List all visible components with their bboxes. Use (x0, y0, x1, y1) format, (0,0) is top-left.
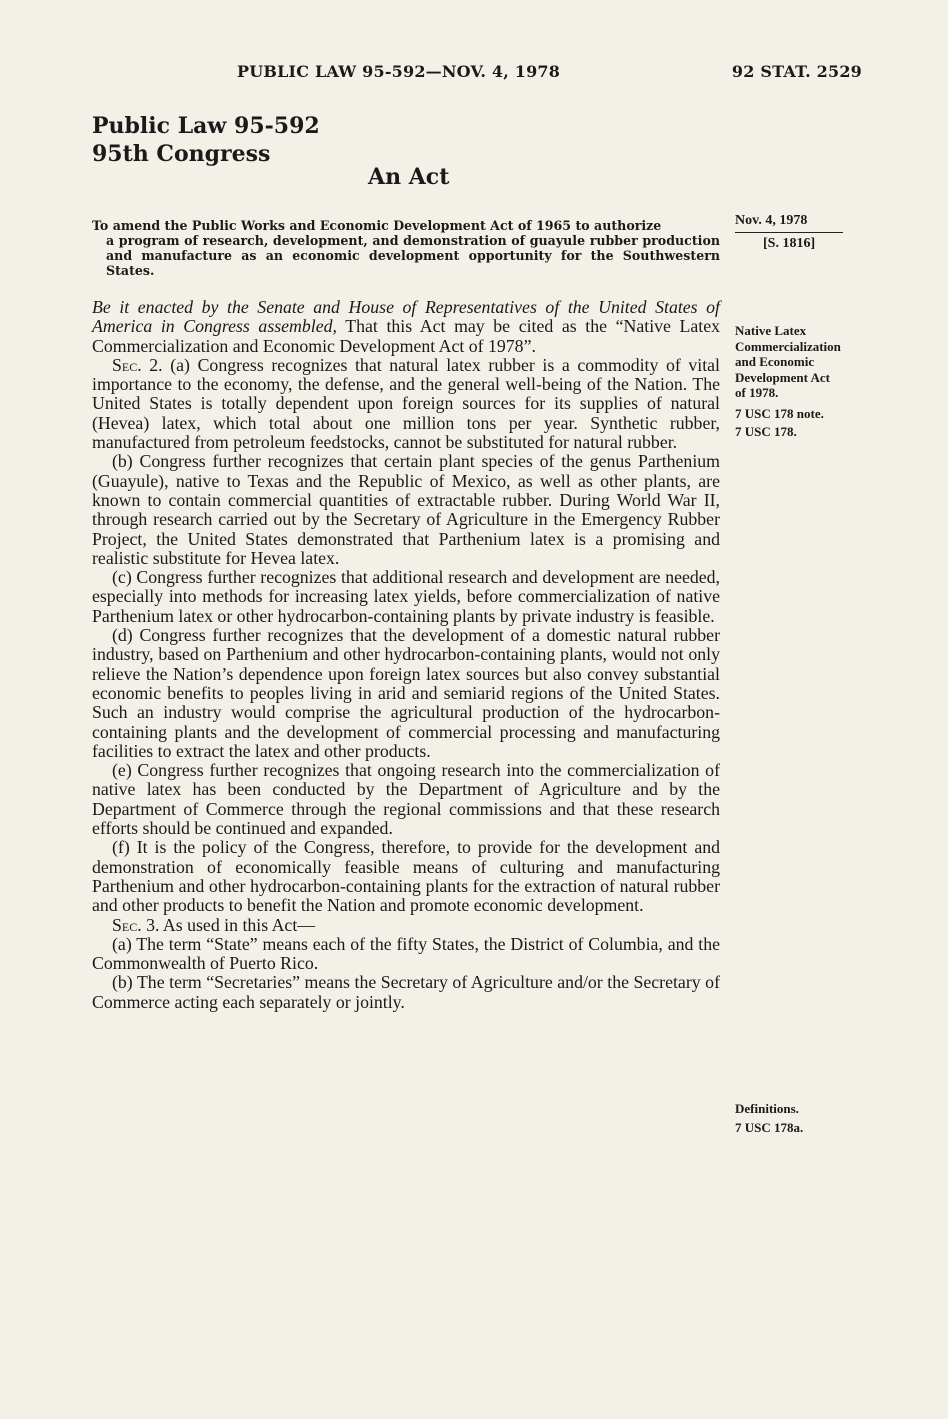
act-body (92, 298, 720, 1012)
section-2-f: (f) It is the policy of the Congress, therefore, to provide for the development and demonstration of economically feasible means of culturing and manufacturing Parthenium and other hydrocarbon-containing plants for the extraction of natural rubber and other products to benefit the Nation and promote economic development. (92, 837, 720, 916)
purpose-continuation: a program of research, development, and demonstration of guayule rubber production and manufacture as an economic development opportunity for the Southwestern States. (106, 233, 720, 278)
senate-bill-number: [S. 1816] (763, 236, 816, 251)
usc-note-citation: 7 USC 178 note. (735, 405, 824, 421)
an-act-heading: An Act (368, 164, 450, 190)
usc-citation: 7 USC 178. (735, 424, 797, 439)
section-3-label: Sec. 3. (112, 914, 160, 935)
section-2-e: (e) Congress further recognizes that ongoing research into the commercialization of native latex has been conducted by the Department of Agriculture and by the Department of Commerce through the regional commissions and that these research efforts should be continued and expanded. (92, 760, 720, 839)
section-2-a-text: (a) Congress recognizes that natural latex rubber is a commodity of vital importance to the economy, the defense, and the general well-being of the Nation. The United States is totally dependent upon foreign sources for its supplies of natural (Hevea) latex, which total about one million tons per year. Synthetic rubber, manufactured from petroleum feedstocks, cannot be substituted for natural rubber. (92, 354, 720, 453)
public-law-number: Public Law 95-592 (92, 113, 320, 139)
section-2-a (92, 356, 720, 452)
purpose-line-1: To amend the Public Works and Economic Development Act of 1965 to authorize (92, 218, 662, 233)
short-title-text: That this Act may be cited as the “Native Latex Commercialization and Economic Development Act of 1978”. (92, 316, 721, 356)
enacting-formula: Be it enacted by the Senate and House of Representatives of the United States of America in Congress assembled, (92, 297, 720, 337)
section-2-label: Sec. 2. (112, 354, 163, 375)
congress-number: 95th Congress (92, 141, 271, 167)
section-2-d: (d) Congress further recognizes that the development of a domestic natural rubber industry, based on Parthenium and other hydrocarbon-containing plants, would not only relieve the Nation’s dependence upon foreign latex sources but also convey substantial economic benefits to peoples living in arid and semiarid regions of the United States. Such an industry would comprise the agricultural production of the hydrocarbon-containing plants and the development of commercial processing and manufacturing facilities to extract the latex and other products. (92, 625, 720, 761)
short-title-margin-note (735, 323, 841, 440)
short-title-line-1: Native Latex (735, 323, 807, 338)
enactment-date: Nov. 4, 1978 (735, 210, 843, 233)
section-3-b: (b) The term “Secretaries” means the Secretary of Agriculture and/or the Secretary of Commerce acting each separately or jointly. (92, 972, 720, 1012)
short-title-line-4: Development Act (735, 369, 830, 385)
law-title-block (92, 112, 320, 168)
enacting-clause (92, 298, 720, 356)
definitions-margin-note (735, 1101, 803, 1135)
short-title-line-5: of 1978. (735, 385, 779, 400)
section-3-intro (92, 916, 720, 935)
short-title-line-3: and Economic (735, 354, 815, 369)
enactment-date-note (735, 210, 845, 255)
short-title-line-2: Commercialization (735, 338, 841, 354)
purpose-clause (92, 218, 720, 278)
running-title: PUBLIC LAW 95-592—NOV. 4, 1978 (237, 62, 561, 81)
section-2-c: (c) Congress further recognizes that additional research and development are needed, especially into methods for increasing latex yields, before commercialization of native Parthenium latex or other hydrocarbon-containing plants by private industry is feasible. (92, 567, 720, 626)
section-3-a: (a) The term “State” means each of the fifty States, the District of Columbia, and the Commonwealth of Puerto Rico. (92, 933, 720, 974)
section-3-intro-text: As used in this Act— (159, 914, 316, 935)
definitions-label: Definitions. (735, 1101, 799, 1116)
section-2-b: (b) Congress further recognizes that certain plant species of the genus Parthenium (Guayule), native to Texas and the Republic of Mexico, as well as other plants, are known to contain commercial quantities of extractable rubber. During World War II, through research carried out by the Secretary of Agriculture in the Emergency Rubber Project, the United States demonstrated that Parthenium latex is a promising and realistic substitute for Hevea latex. (92, 451, 720, 568)
definitions-usc-citation: 7 USC 178a. (735, 1119, 804, 1135)
stat-citation: 92 STAT. 2529 (731, 62, 862, 81)
